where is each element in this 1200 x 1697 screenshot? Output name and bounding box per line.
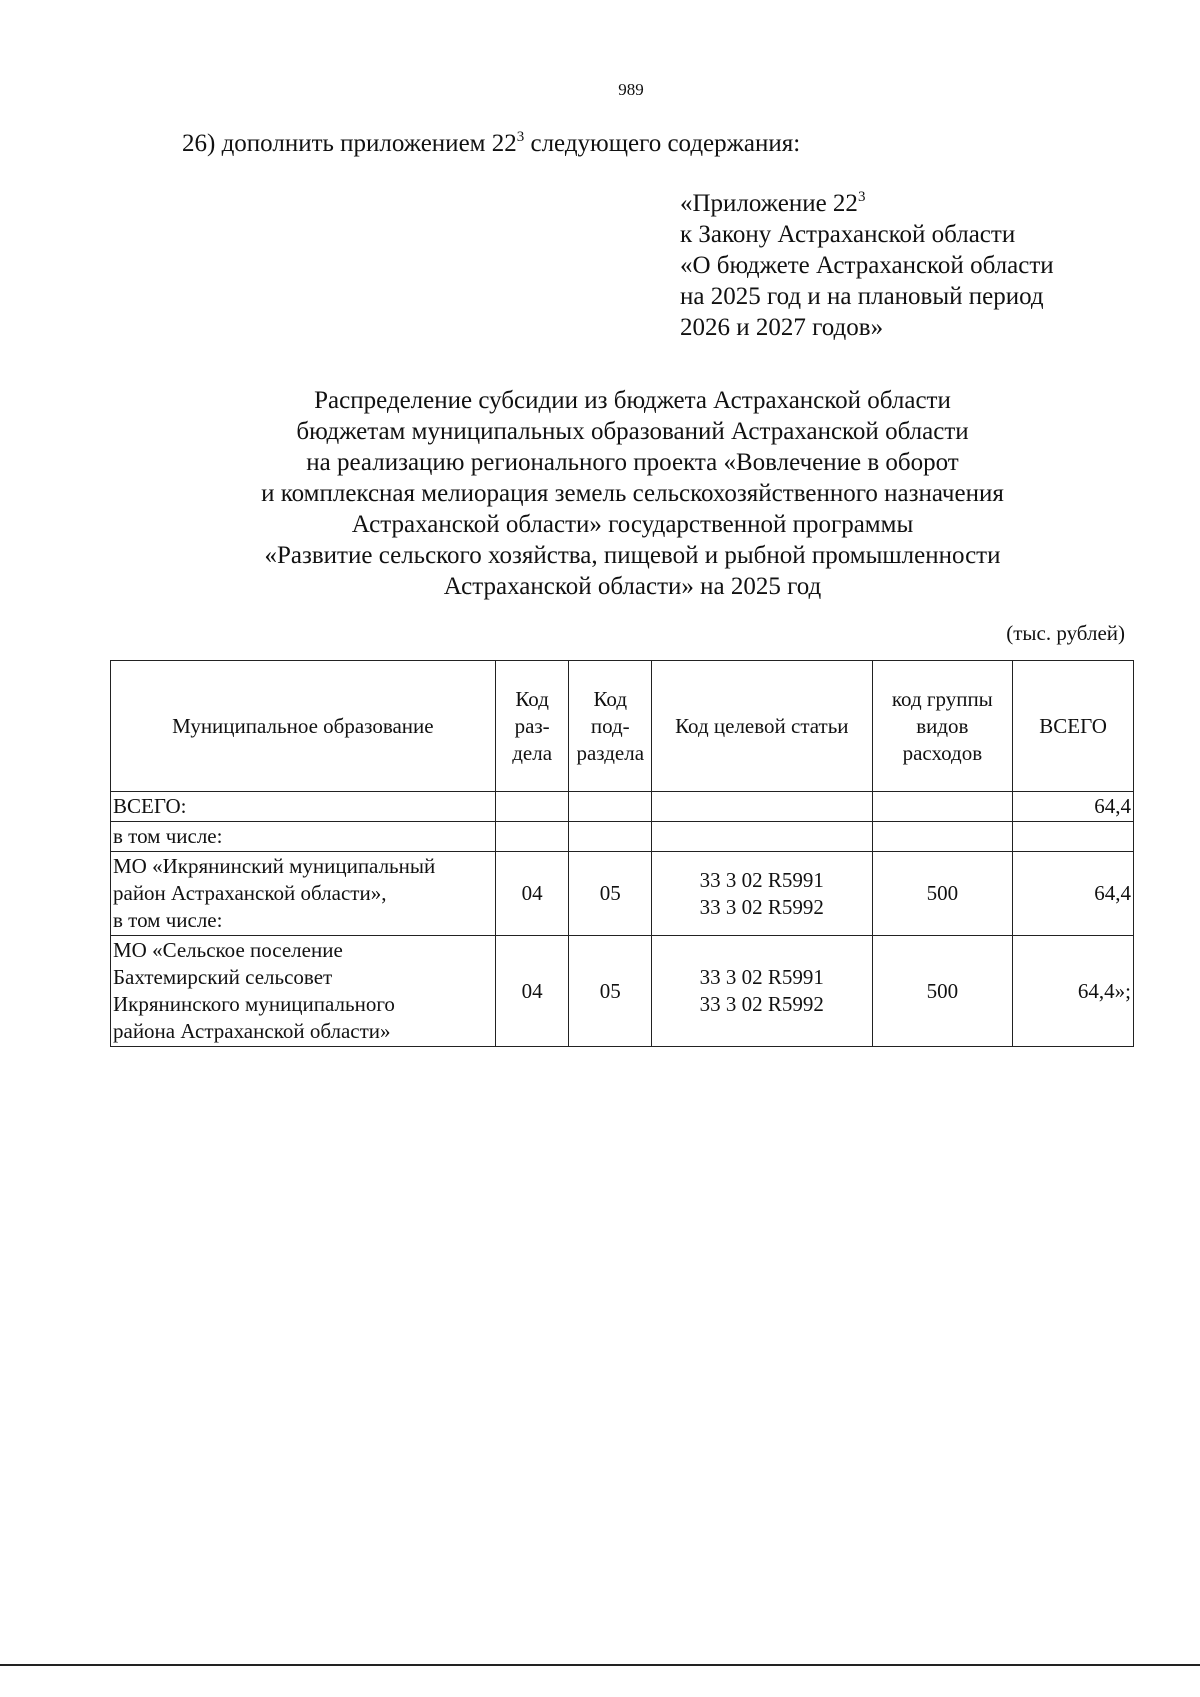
cell-section: 04 [495, 852, 569, 936]
subsidy-table [110, 660, 1134, 1047]
title-line-6: «Развитие сельского хозяйства, пищевой и рыбной промышленности [264, 542, 1001, 569]
municipality-line-2: Бахтемирский сельсовет [113, 965, 333, 989]
appendix-line-5: 2026 и 2027 годов» [680, 314, 884, 341]
header-expense-group [872, 661, 1013, 792]
appendix-line-3: «О бюджете Астраханской области [680, 252, 1054, 279]
municipality-line-2: район Астраханской области», [113, 881, 387, 905]
table-row [111, 852, 1134, 936]
title-line-1: Распределение субсидии из бюджета Астраханской области [314, 387, 951, 414]
header-group-line-2: видов [916, 713, 969, 738]
cell-total-name: ВСЕГО: [111, 792, 496, 822]
header-municipality: Муниципальное образование [111, 661, 496, 792]
cell-total: 64,4»; [1013, 936, 1134, 1047]
title-line-2: бюджетам муниципальных образований Астраханской области [296, 418, 969, 445]
appendix-line-4: на 2025 год и на плановый период [680, 283, 1044, 310]
cell-empty [652, 822, 873, 852]
header-section-line-3: дела [512, 740, 553, 765]
cell-target-code [652, 852, 873, 936]
intro-paragraph [182, 128, 800, 160]
intro-suffix: следующего содержания: [524, 130, 801, 157]
header-total: ВСЕГО [1013, 661, 1134, 792]
target-code-1: 33 3 02 R5991 [699, 867, 824, 892]
cell-empty [872, 822, 1013, 852]
appendix-line-2: к Закону Астраханской области [680, 221, 1016, 248]
municipality-line-1: МО «Сельское поселение [113, 938, 343, 962]
table-row-total [111, 792, 1134, 822]
header-subsection-line-2: под- [590, 713, 630, 738]
cell-empty [569, 822, 652, 852]
header-section-line-1: Код [515, 686, 549, 711]
municipality-line-3: Икрянинского муниципального [113, 992, 395, 1016]
cell-empty [495, 792, 569, 822]
target-code-2: 33 3 02 R5992 [699, 992, 824, 1016]
title-line-3: на реализацию регионального проекта «Вовлечение в оборот [306, 449, 959, 476]
municipality-line-3: в том числе: [113, 908, 223, 932]
header-group-line-3: расходов [902, 740, 983, 765]
cell-empty [495, 822, 569, 852]
header-section-line-2: раз- [514, 713, 550, 738]
header-subsection-line-3: раздела [576, 740, 645, 765]
table-header-row [111, 661, 1134, 792]
cell-empty [652, 792, 873, 822]
cell-municipality [111, 852, 496, 936]
appendix-superscript: 3 [857, 189, 866, 205]
page-bottom-rule [0, 1664, 1200, 1666]
intro-superscript: 3 [516, 129, 525, 145]
cell-municipality [111, 936, 496, 1047]
header-subsection-code [569, 661, 652, 792]
table-row-including [111, 822, 1134, 852]
title-line-4: и комплексная мелиорация земель сельскохозяйственного назначения [261, 480, 1004, 507]
page-number: 989 [618, 80, 644, 99]
appendix-line-1 [680, 188, 1054, 219]
table-row [111, 936, 1134, 1047]
header-target-code: Код целевой статьи [652, 661, 873, 792]
header-group-line-1: код группы [891, 686, 993, 711]
appendix-title: «Приложение 22 [680, 190, 858, 217]
document-title [140, 385, 1125, 602]
title-line-5: Астраханской области» государственной программы [351, 511, 914, 538]
cell-target-code [652, 936, 873, 1047]
cell-expense-group: 500 [872, 852, 1013, 936]
cell-subsection: 05 [569, 936, 652, 1047]
cell-section: 04 [495, 936, 569, 1047]
units-label: (тыс. рублей) [1006, 621, 1125, 645]
cell-expense-group: 500 [872, 936, 1013, 1047]
title-line-7: Астраханской области» на 2025 год [443, 573, 822, 600]
target-code-2: 33 3 02 R5992 [699, 894, 824, 919]
intro-prefix: 26) дополнить приложением 22 [182, 130, 517, 157]
target-code-1: 33 3 02 R5991 [699, 965, 824, 989]
header-subsection-line-1: Код [593, 686, 628, 711]
cell-total-value: 64,4 [1013, 792, 1134, 822]
municipality-line-4: района Астраханской области» [113, 1019, 391, 1043]
cell-empty [872, 792, 1013, 822]
cell-total: 64,4 [1013, 852, 1134, 936]
appendix-header [680, 188, 1054, 343]
cell-empty [569, 792, 652, 822]
municipality-line-1: МО «Икрянинский муниципальный [113, 854, 436, 878]
cell-including-name: в том числе: [111, 822, 496, 852]
cell-empty [1013, 822, 1134, 852]
cell-subsection: 05 [569, 852, 652, 936]
header-section-code [495, 661, 569, 792]
